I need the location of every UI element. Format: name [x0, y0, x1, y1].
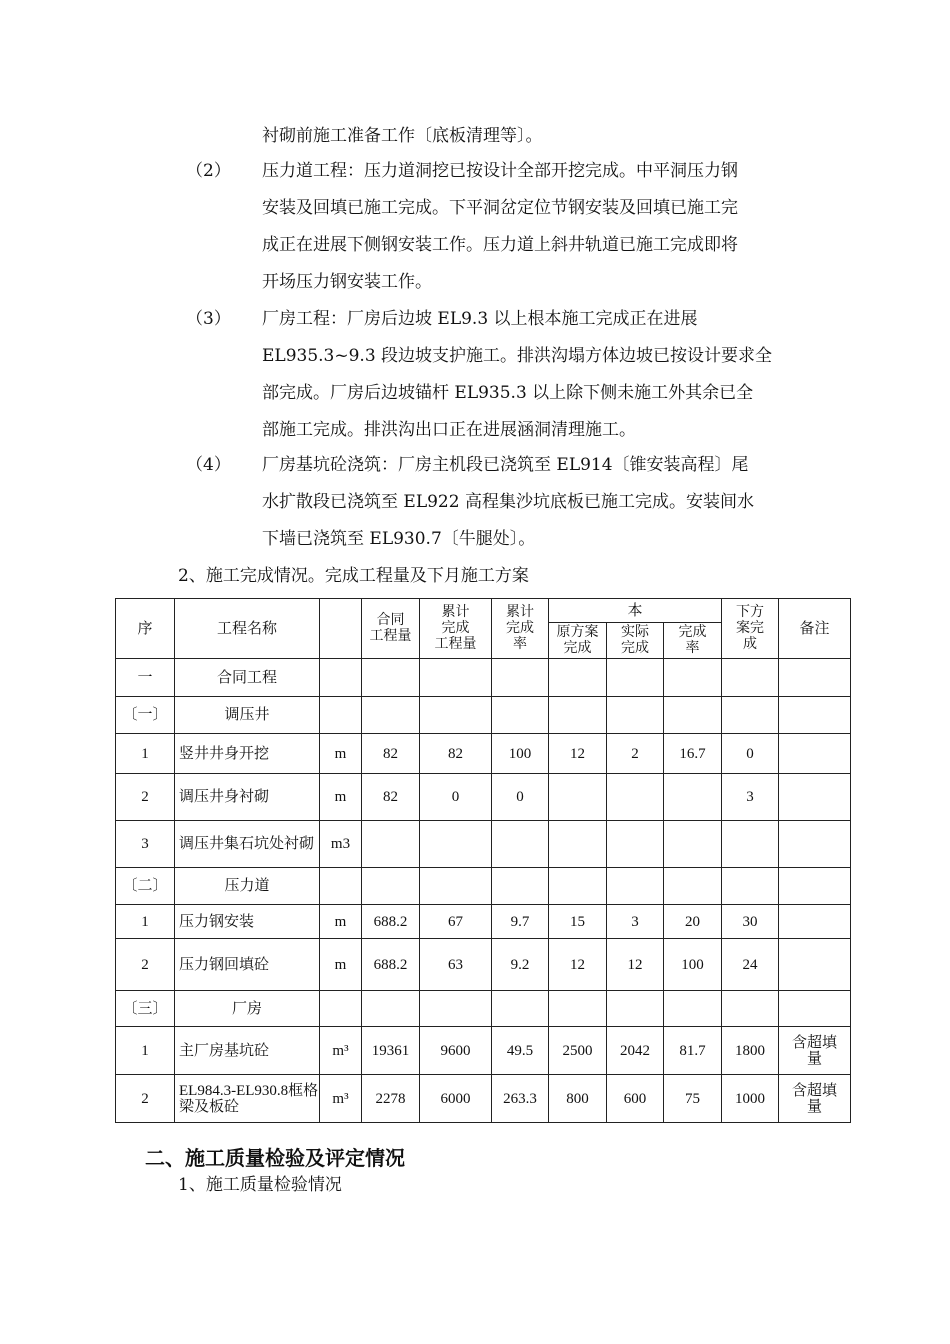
- cell-remark: 含超填量: [779, 1075, 851, 1123]
- table-heading: 2、施工完成情况。完成工程量及下月施工方案: [178, 566, 529, 586]
- cell-cum-done: [420, 659, 492, 697]
- cell-next-plan: 1000: [722, 1075, 779, 1123]
- cell-actual-done: [607, 868, 664, 905]
- cell-next-plan: [722, 697, 779, 734]
- cell-cum-done: 82: [420, 734, 492, 774]
- cell-name: 调压井身衬砌: [175, 774, 320, 821]
- cell-name: 合同工程: [175, 659, 320, 697]
- section-subtitle: 1、施工质量检验情况: [178, 1175, 342, 1195]
- cell-plan-done: 12: [549, 939, 607, 991]
- cell-cum-done: [420, 821, 492, 868]
- table-row: [116, 868, 851, 905]
- cell-name: 厂房: [175, 991, 320, 1027]
- item-line: 成正在进展下侧钢安装工作。压力道上斜井轨道已施工完成即将: [262, 235, 738, 255]
- cell-remark: [779, 905, 851, 939]
- cell-unit: m³: [320, 1027, 362, 1075]
- cell-plan-done: [549, 868, 607, 905]
- section-title: 二、施工质量检验及评定情况: [145, 1146, 405, 1170]
- header-plan-done-text: 原方案 完成: [556, 624, 599, 656]
- cell-next-plan: [722, 868, 779, 905]
- cell-cum-done: 0: [420, 774, 492, 821]
- cell-cum-rate: [492, 868, 549, 905]
- cell-cum-done: 9600: [420, 1027, 492, 1075]
- cell-done-rate: [664, 659, 722, 697]
- cell-remark: [779, 697, 851, 734]
- cell-cum-rate: 0: [492, 774, 549, 821]
- table-row: [116, 991, 851, 1027]
- table-row: [116, 1027, 851, 1075]
- cell-remark: [779, 734, 851, 774]
- table-row: [116, 905, 851, 939]
- cell-plan-done: 800: [549, 1075, 607, 1123]
- cell-name: 压力道: [175, 868, 320, 905]
- cell-next-plan: 3: [722, 774, 779, 821]
- item-text: [262, 447, 807, 558]
- item-number: （4）: [186, 455, 231, 475]
- header-month: 本: [549, 599, 722, 623]
- cell-name: 主厂房基坑砼: [175, 1027, 320, 1075]
- cell-cum-done: 63: [420, 939, 492, 991]
- cell-actual-done: 3: [607, 905, 664, 939]
- cell-seq: 2: [116, 774, 175, 821]
- cell-plan-done: [549, 774, 607, 821]
- cell-done-rate: 75: [664, 1075, 722, 1123]
- cell-next-plan: [722, 821, 779, 868]
- cell-seq: 〔一〕: [116, 697, 175, 734]
- cell-contract: [362, 659, 420, 697]
- cell-seq: 〔二〕: [116, 868, 175, 905]
- item-line: 压力道工程：压力道洞挖已按设计全部开挖完成。中平洞压力钢: [262, 161, 738, 181]
- cell-actual-done: 2: [607, 734, 664, 774]
- header-contract-text: 合同 工程量: [369, 612, 412, 644]
- cell-actual-done: 2042: [607, 1027, 664, 1075]
- cell-next-plan: 1800: [722, 1027, 779, 1075]
- header-seq: 序: [116, 599, 175, 659]
- item-line: 水扩散段已浇筑至 EL922 高程集沙坑底板已施工完成。安装间水: [262, 492, 754, 512]
- cell-remark: 含超填量: [779, 1027, 851, 1075]
- cell-seq: 一: [116, 659, 175, 697]
- progress-table: [115, 598, 851, 1123]
- cell-name: EL984.3-EL930.8框格梁及板砼: [175, 1075, 320, 1123]
- item-line: 部完成。厂房后边坡锚杆 EL935.3 以上除下侧未施工外其余已全: [262, 383, 754, 403]
- header-actual-done-text: 实际 完成: [621, 624, 649, 656]
- table-row: [116, 821, 851, 868]
- cell-cum-rate: 263.3: [492, 1075, 549, 1123]
- cell-contract: [362, 868, 420, 905]
- cell-next-plan: 30: [722, 905, 779, 939]
- cell-cum-done: [420, 991, 492, 1027]
- cell-cum-rate: 49.5: [492, 1027, 549, 1075]
- cell-cum-rate: [492, 659, 549, 697]
- cell-done-rate: 81.7: [664, 1027, 722, 1075]
- item-line: 开场压力钢安装工作。: [262, 272, 432, 292]
- cell-next-plan: 24: [722, 939, 779, 991]
- cell-next-plan: 0: [722, 734, 779, 774]
- cell-cum-rate: [492, 821, 549, 868]
- cell-plan-done: [549, 659, 607, 697]
- cell-next-plan: [722, 991, 779, 1027]
- cell-contract: [362, 821, 420, 868]
- cell-name: 压力钢安装: [175, 905, 320, 939]
- cell-plan-done: 12: [549, 734, 607, 774]
- item-text: [262, 153, 807, 301]
- cell-unit: m: [320, 734, 362, 774]
- header-cum-done: [420, 599, 492, 659]
- cell-contract: 82: [362, 774, 420, 821]
- cell-unit: [320, 659, 362, 697]
- cell-cum-done: [420, 868, 492, 905]
- cell-unit: m: [320, 939, 362, 991]
- cell-seq: 〔三〕: [116, 991, 175, 1027]
- cell-done-rate: [664, 868, 722, 905]
- cell-cum-rate: [492, 991, 549, 1027]
- item-line: 下墙已浇筑至 EL930.7〔牛腿处〕。: [262, 529, 536, 549]
- item-text: [262, 301, 807, 449]
- cell-remark: [779, 821, 851, 868]
- header-cum-done-text: 累计 完成 工程量: [434, 604, 477, 652]
- cell-remark: [779, 939, 851, 991]
- cell-done-rate: 20: [664, 905, 722, 939]
- cell-cum-done: 67: [420, 905, 492, 939]
- cell-done-rate: [664, 991, 722, 1027]
- cell-actual-done: 12: [607, 939, 664, 991]
- header-contract: [362, 599, 420, 659]
- cell-contract: 688.2: [362, 905, 420, 939]
- cell-contract: 2278: [362, 1075, 420, 1123]
- cell-seq: 1: [116, 1027, 175, 1075]
- header-unit: [320, 599, 362, 659]
- header-plan-done: [549, 623, 607, 659]
- header-next-plan: [722, 599, 779, 659]
- cell-unit: m³: [320, 1075, 362, 1123]
- header-actual-done: [607, 623, 664, 659]
- cell-done-rate: [664, 821, 722, 868]
- table-row: [116, 697, 851, 734]
- cell-cum-rate: 9.7: [492, 905, 549, 939]
- cell-contract: [362, 697, 420, 734]
- cell-plan-done: [549, 697, 607, 734]
- cell-cum-done: 6000: [420, 1075, 492, 1123]
- header-done-rate-text: 完成 率: [678, 624, 707, 656]
- cell-contract: 688.2: [362, 939, 420, 991]
- item-line: EL935.3~9.3 段边坡支护施工。排洪沟塌方体边坡已按设计要求全: [262, 346, 773, 366]
- cell-plan-done: 2500: [549, 1027, 607, 1075]
- cell-done-rate: 16.7: [664, 734, 722, 774]
- cell-unit: [320, 697, 362, 734]
- cell-done-rate: [664, 774, 722, 821]
- cell-name: 压力钢回填砼: [175, 939, 320, 991]
- cell-done-rate: 100: [664, 939, 722, 991]
- cell-contract: [362, 991, 420, 1027]
- cell-remark: [779, 659, 851, 697]
- header-done-rate: [664, 623, 722, 659]
- cell-seq: 3: [116, 821, 175, 868]
- cell-actual-done: [607, 991, 664, 1027]
- cell-plan-done: [549, 821, 607, 868]
- item-number: （2）: [186, 161, 231, 181]
- item-line: 安装及回填已施工完成。下平洞岔定位节钢安装及回填已施工完: [262, 198, 738, 218]
- cell-actual-done: [607, 774, 664, 821]
- cell-name: 竖井井身开挖: [175, 734, 320, 774]
- cell-unit: m3: [320, 821, 362, 868]
- table-row: [116, 774, 851, 821]
- cell-done-rate: [664, 697, 722, 734]
- item-line: 部施工完成。排洪沟出口正在进展涵洞清理施工。: [262, 420, 636, 440]
- cell-plan-done: 15: [549, 905, 607, 939]
- cell-name: 调压井集石坑处衬砌: [175, 821, 320, 868]
- header-cum-rate: [492, 599, 549, 659]
- cell-remark: [779, 774, 851, 821]
- cell-remark: [779, 991, 851, 1027]
- cell-actual-done: [607, 821, 664, 868]
- cell-cum-rate: 100: [492, 734, 549, 774]
- header-name: 工程名称: [175, 599, 320, 659]
- cell-contract: 19361: [362, 1027, 420, 1075]
- cell-cum-done: [420, 697, 492, 734]
- header-cum-rate-text: 累计 完成 率: [506, 604, 534, 652]
- cell-next-plan: [722, 659, 779, 697]
- header-next-plan-text: 下方 案完 成: [736, 604, 765, 652]
- cell-cum-rate: [492, 697, 549, 734]
- cell-unit: m: [320, 905, 362, 939]
- item-line: 厂房基坑砼浇筑：厂房主机段已浇筑至 EL914〔锥安装高程〕尾: [262, 455, 749, 475]
- table-row: [116, 659, 851, 697]
- cell-actual-done: [607, 697, 664, 734]
- cell-seq: 2: [116, 1075, 175, 1123]
- cell-cum-rate: 9.2: [492, 939, 549, 991]
- cell-seq: 1: [116, 905, 175, 939]
- cell-name: 调压井: [175, 697, 320, 734]
- item-line: 厂房工程：厂房后边坡 EL9.3 以上根本施工完成正在进展: [262, 309, 698, 329]
- cell-seq: 2: [116, 939, 175, 991]
- cell-remark: [779, 868, 851, 905]
- cell-unit: [320, 991, 362, 1027]
- cell-unit: [320, 868, 362, 905]
- cell-contract: 82: [362, 734, 420, 774]
- table-row: [116, 939, 851, 991]
- header-remark: 备注: [779, 599, 851, 659]
- cell-actual-done: [607, 659, 664, 697]
- item-number: （3）: [186, 309, 231, 329]
- cell-plan-done: [549, 991, 607, 1027]
- cell-actual-done: 600: [607, 1075, 664, 1123]
- table-row: [116, 1075, 851, 1123]
- paragraph-line: 衬砌前施工准备工作〔底板清理等〕。: [262, 126, 543, 146]
- cell-seq: 1: [116, 734, 175, 774]
- cell-unit: m: [320, 774, 362, 821]
- table-row: [116, 734, 851, 774]
